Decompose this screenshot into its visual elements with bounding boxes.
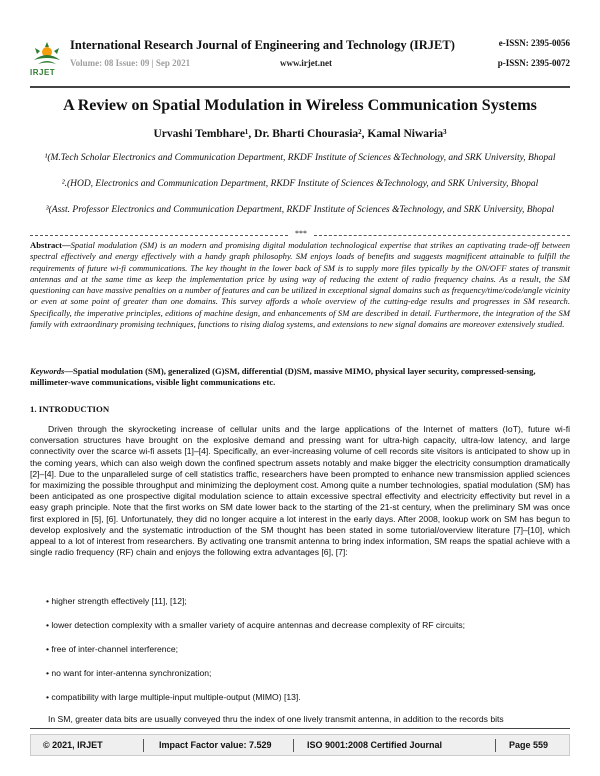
volume-issue: Volume: 08 Issue: 09 | Sep 2021: [70, 58, 191, 68]
footer-iso: ISO 9001:2008 Certified Journal: [307, 740, 443, 750]
abstract-label: Abstract—: [30, 240, 71, 250]
list-item: • lower detection complexity with a smaller variety of acquire antennas and decrease complexity of RF circuits;: [46, 620, 466, 630]
page-footer: [30, 734, 570, 756]
e-issn: e-ISSN: 2395-0056: [498, 38, 570, 48]
footer-separator: [293, 739, 294, 752]
p-issn: p-ISSN: 2395-0072: [497, 58, 570, 68]
logo-text: IRJET: [30, 68, 56, 77]
body-paragraph: In SM, greater data bits are usually conveyed thru the index of one lively transmit antenna, in addition to the records bits: [48, 714, 504, 724]
footer-separator: [143, 739, 144, 752]
footer-copyright: © 2021, IRJET: [43, 740, 103, 750]
affiliation-3: ³(Asst. Professor Electronics and Communication Department, RKDF Institute of Sciences &Technology, and SRK University, Bhopal: [45, 205, 555, 215]
keywords-text: Spatial modulation (SM), generalized (G)SM, differential (D)SM, massive MIMO, physical layer security, compressed-sensing, millimeter-wave communications, visible light communications etc.: [30, 366, 536, 388]
keywords: [30, 366, 570, 389]
header-divider: [30, 86, 570, 88]
journal-title: International Research Journal of Engineering and Technology (IRJET): [70, 38, 455, 52]
abstract: [30, 240, 570, 330]
body-paragraph: Driven through the skyrocketing increase of cellular units and the large applications of the Internet of matters (IoT), future wi-fi conversation structures have brought on the explosive demand and pressing want for ultra-high capacity, ultra-low latency, and large connectivity over the scarce wi-fi assets [1]–[4]. Specifically, an ever-increasing volume of cell records site visitors is anticipated to show up in the coming years, which can also weigh down the confined spectrum assets notably and make bigger the electricity consumption dramatically [2]–[4]. Due to the unparalleled surge of cell statistics traffic, researchers have been prompted to enhance new transmission applied sciences for maximizing the possible throughput and minimizing the deployment cost. Among quite a number technologies, spatial modulation (SM) has been anticipated as one prospective digital modulation science to attain excessive spectral effectivity and electricity effectivity but revel in a easy graph principle. Note that the first works on SM date lower back to the starting of the 21-st century, when the preliminary SM was once first explored in [5], [6]. Unfortunately, they did no longer acquire a lot interest in the early days. After 2008, lookup work on SM has begun to develop explosively and the systematic introduction of the SM thought has been stated in some tutorial/overview literature [7]–[10], which appeal to a lot of interest from researchers. By activating one transmit antenna to bring index information, SM reaps the spatial achieve with a single radio frequency (RF) chain and enjoys the following extra advantages [6], [7]:: [30, 424, 570, 558]
paper-title: A Review on Spatial Modulation in Wireless Communication Systems: [63, 97, 537, 114]
footer-page-number: Page 559: [509, 740, 549, 750]
paper-authors: Urvashi Tembhare¹, Dr. Bharti Chourasia², Kamal Niwaria³: [153, 128, 447, 140]
footer-separator: [495, 739, 496, 752]
keywords-label: Keywords—: [30, 366, 73, 376]
affiliation-1: ¹(M.Tech Scholar Electronics and Communication Department, RKDF Institute of Sciences &Technology, and SRK University, Bhopal: [44, 153, 556, 163]
list-item: • compatibility with large multiple-input multiple-output (MIMO) [13].: [46, 692, 301, 702]
journal-website-link[interactable]: www.irjet.net: [280, 58, 332, 68]
list-item: • free of inter-channel interference;: [46, 644, 178, 654]
affiliation-2: ².(HOD, Electronics and Communication Department, RKDF Institute of Sciences &Technology, and SRK University, Bhopal: [61, 179, 539, 189]
section-heading-introduction: 1. INTRODUCTION: [30, 404, 110, 414]
footer-impact-factor: Impact Factor value: 7.529: [159, 740, 272, 750]
footer-divider: [30, 728, 570, 729]
list-item: • no want for inter-antenna synchronization;: [46, 668, 212, 678]
list-item: • higher strength effectively [11], [12];: [46, 596, 187, 606]
abstract-text: Spatial modulation (SM) is an modern and promising digital modulation technological expertise that strikes an captivating trade-off between spectral effectively and energy effectively with a handy graph philosophy. SM enjoys loads of benefits and suggests magnificent attainable to fulfill the requirements of future wi-fi communications. The key thought in the lower back of SM is to supply more files typically by the ON/OFF states of transmit antennas and at the same time as keep the implementation price by using way of reducing the extent of radio frequency chains. As a result, the SM questioning can have massive penalties on a number of features and can be utilized in exceptional signal domains such as frequency/time/code/angle vicinity or even at some point of greater than one domains. This survey affords a whole overview of the cutting-edge results and progresses in SM research. Specifically, the imperative principles, editions of machine design, and enhancements of SM are described in detail. Furthermore, the integration of the SM family with extraordinary promising techniques, functions to rising dialog systems, and extensions to new signal domains are moreover extensively studied.: [30, 240, 570, 330]
journal-header: [30, 36, 570, 84]
separator-stars: ***: [295, 229, 307, 238]
